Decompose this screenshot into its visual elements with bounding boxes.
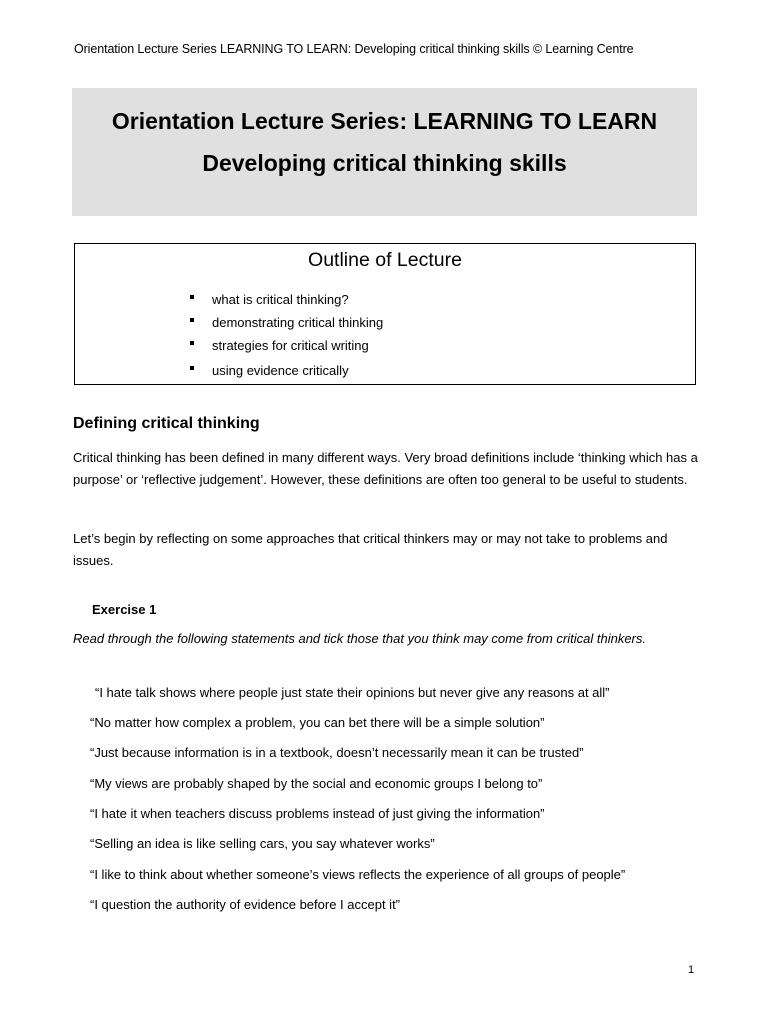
outline-item bbox=[212, 292, 349, 307]
square-bullet-icon bbox=[190, 295, 194, 299]
paragraph: Critical thinking has been defined in many different ways. Very broad definitions include ‘thinking which has a purpose’ or ‘reflective judgement’. However, these definitions are often too general to be useful to students. bbox=[73, 450, 698, 487]
statement-item: “No matter how complex a problem, you can bet there will be a simple solution” bbox=[90, 715, 545, 730]
outline-item-text: strategies for critical writing bbox=[212, 338, 369, 353]
section-heading: Defining critical thinking bbox=[73, 415, 260, 432]
statement-item: “I like to think about whether someone’s views reflects the experience of all groups of people” bbox=[90, 867, 626, 882]
outline-item-text: using evidence critically bbox=[212, 363, 349, 378]
statement-item: “My views are probably shaped by the social and economic groups I belong to” bbox=[90, 776, 543, 791]
outline-item-text: demonstrating critical thinking bbox=[212, 315, 384, 330]
statement-item: “I hate it when teachers discuss problems instead of just giving the information” bbox=[90, 806, 545, 821]
square-bullet-icon bbox=[190, 318, 194, 322]
outline-item bbox=[212, 363, 349, 378]
statement-item: “I question the authority of evidence before I accept it” bbox=[90, 897, 401, 912]
outline-box bbox=[74, 243, 696, 385]
exercise-instructions: Read through the following statements and tick those that you think may come from critical thinkers. bbox=[73, 631, 646, 646]
outline-item-text: what is critical thinking? bbox=[212, 292, 349, 307]
document-title: Orientation Lecture Series: LEARNING TO LEARN bbox=[111, 108, 658, 134]
outline-item bbox=[212, 338, 369, 353]
outline-title: Outline of Lecture bbox=[308, 249, 462, 271]
paragraph: Let’s begin by reflecting on some approaches that critical thinkers may or may not take to problems and issues. bbox=[73, 531, 668, 568]
outline-item bbox=[212, 315, 383, 330]
statement-item: “Just because information is in a textbook, doesn’t necessarily mean it can be trusted” bbox=[90, 745, 584, 760]
title-box bbox=[72, 88, 697, 216]
statement-item: “I hate talk shows where people just state their opinions but never give any reasons at all” bbox=[95, 685, 610, 700]
statement-item: “Selling an idea is like selling cars, you say whatever works” bbox=[90, 836, 435, 851]
exercise-label: Exercise 1 bbox=[92, 602, 157, 617]
document-subtitle: Developing critical thinking skills bbox=[202, 150, 567, 176]
square-bullet-icon bbox=[190, 366, 194, 370]
running-header: Orientation Lecture Series LEARNING TO LEARN: Developing critical thinking skills © Learning Centre bbox=[74, 42, 634, 56]
square-bullet-icon bbox=[190, 341, 194, 345]
outline-list bbox=[75, 244, 695, 384]
page-number: 1 bbox=[688, 964, 695, 976]
